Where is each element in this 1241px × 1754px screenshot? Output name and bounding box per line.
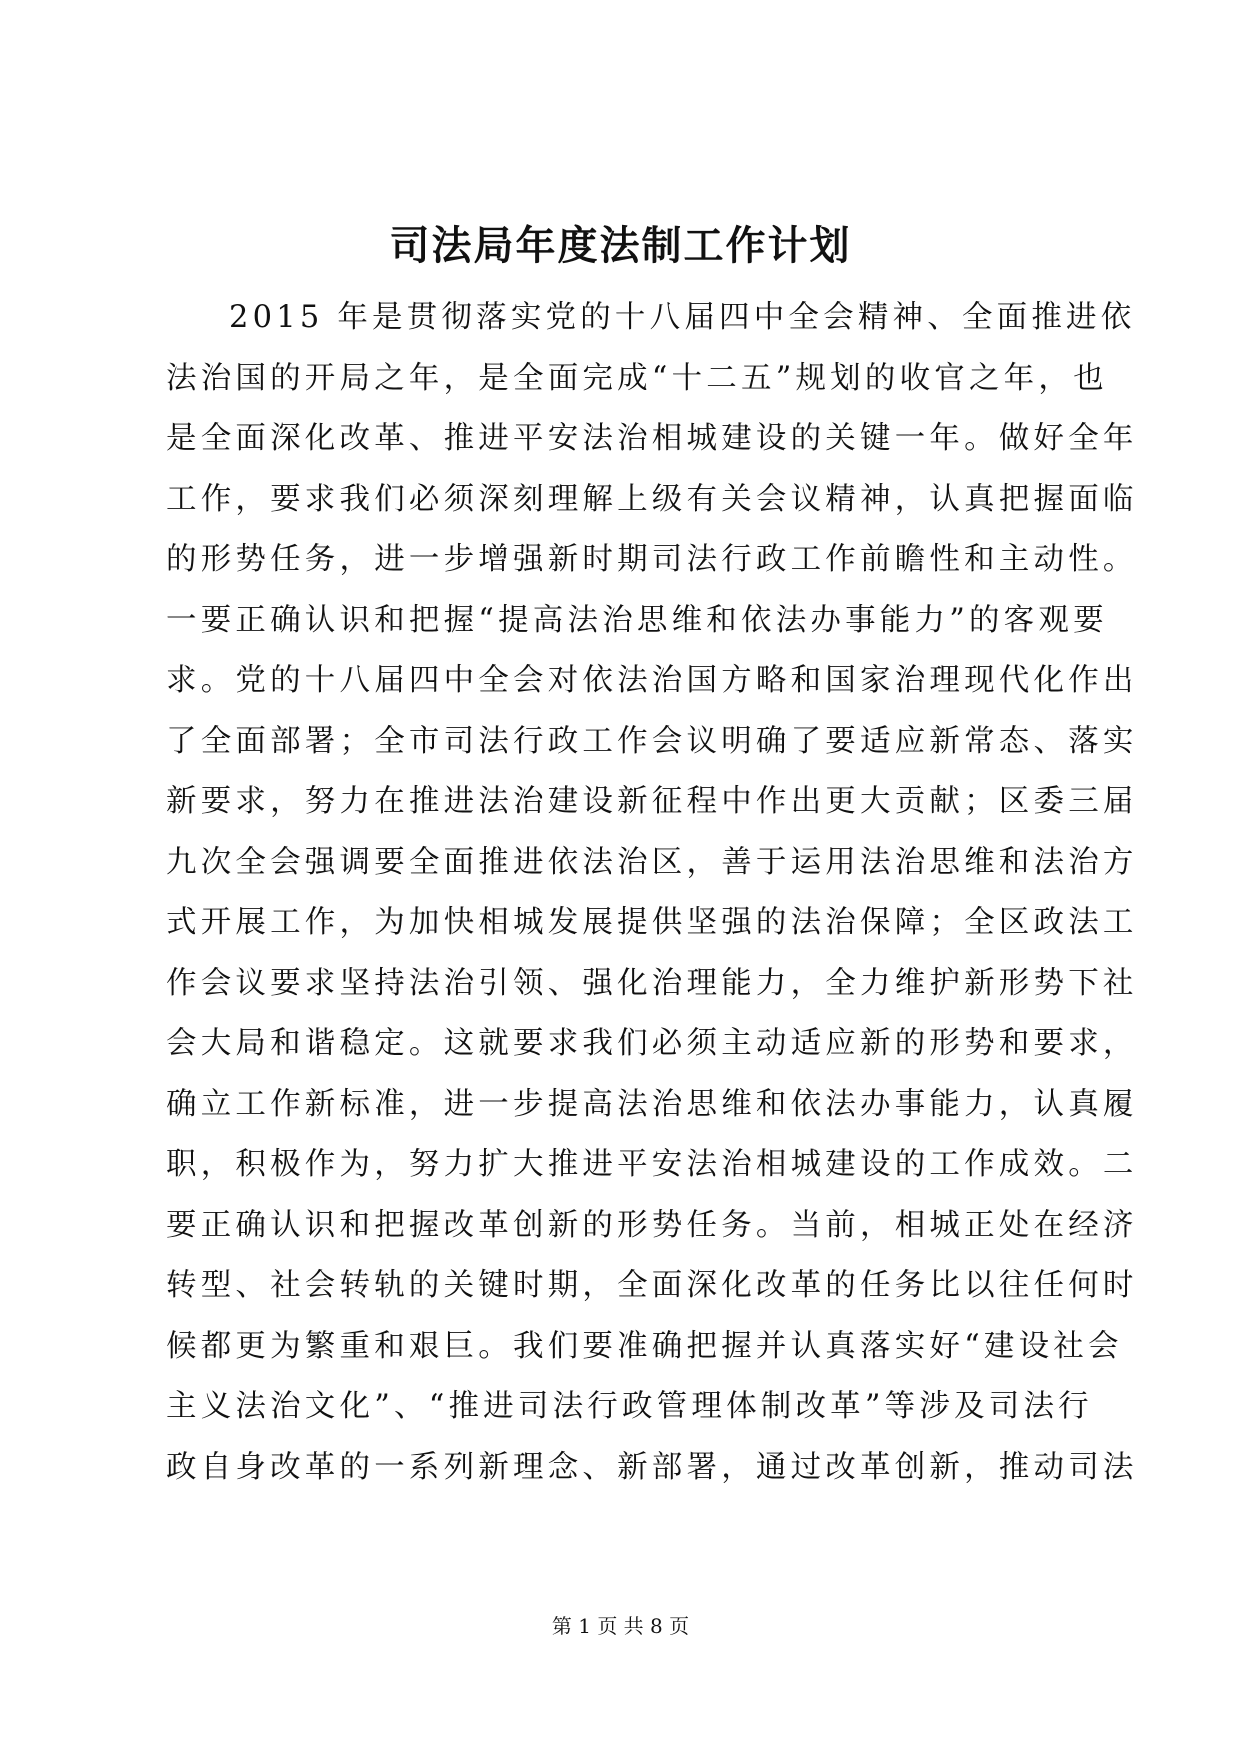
body-line: 确立工作新标准，进一步提高法治思维和依法办事能力，认真履 — [166, 1086, 1138, 1122]
body-line: 工作，要求我们必须深刻理解上级有关会议精神，认真把握面临 — [166, 481, 1138, 517]
body-line: 候都更为繁重和艰巨。我们要准确把握并认真落实好“建设社会 — [166, 1328, 1123, 1364]
body-line: 作会议要求坚持法治引领、强化治理能力，全力维护新形势下社 — [166, 965, 1138, 1001]
document-title: 司法局年度法制工作计划 — [389, 222, 852, 269]
body-line: 式开展工作，为加快相城发展提供坚强的法治保障；全区政法工 — [166, 905, 1138, 940]
body-line: 九次全会强调要全面推进依法治区，善于运用法治思维和法治方 — [166, 844, 1138, 880]
body-line: 2015 年是贯彻落实党的十八届四中全会精神、全面推进依 — [229, 300, 1136, 335]
body-line: 转型、社会转轨的关键时期，全面深化改革的任务比以往任何时 — [166, 1268, 1138, 1303]
body-line: 的形势任务，进一步增强新时期司法行政工作前瞻性和主动性。 — [166, 542, 1138, 577]
document-body — [166, 288, 1138, 1498]
body-line: 职，积极作为，努力扩大推进平安法治相城建设的工作成效。二 — [166, 1147, 1138, 1182]
body-line: 一要正确认识和把握“提高法治思维和依法办事能力”的客观要 — [166, 602, 1108, 638]
page-number: 第 1 页 共 8 页 — [551, 1614, 690, 1638]
body-line: 了全面部署；全市司法行政工作会议明确了要适应新常态、落实 — [166, 723, 1138, 759]
body-line: 政自身改革的一系列新理念、新部署，通过改革创新，推动司法 — [166, 1449, 1138, 1485]
body-line: 要正确认识和把握改革创新的形势任务。当前，相城正处在经济 — [166, 1207, 1138, 1243]
body-line: 主义法治文化”、“推进司法行政管理体制改革”等涉及司法行 — [166, 1389, 1093, 1424]
body-line: 会大局和谐稳定。这就要求我们必须主动适应新的形势和要求， — [166, 1026, 1138, 1061]
body-line: 是全面深化改革、推进平安法治相城建设的关键一年。做好全年 — [166, 421, 1138, 456]
body-line: 求。党的十八届四中全会对依法治国方略和国家治理现代化作出 — [166, 663, 1138, 698]
page-footer — [0, 1612, 1241, 1640]
body-line: 法治国的开局之年，是全面完成“十二五”规划的收官之年，也 — [166, 360, 1108, 396]
body-line: 新要求，努力在推进法治建设新征程中作出更大贡献；区委三届 — [166, 784, 1138, 819]
